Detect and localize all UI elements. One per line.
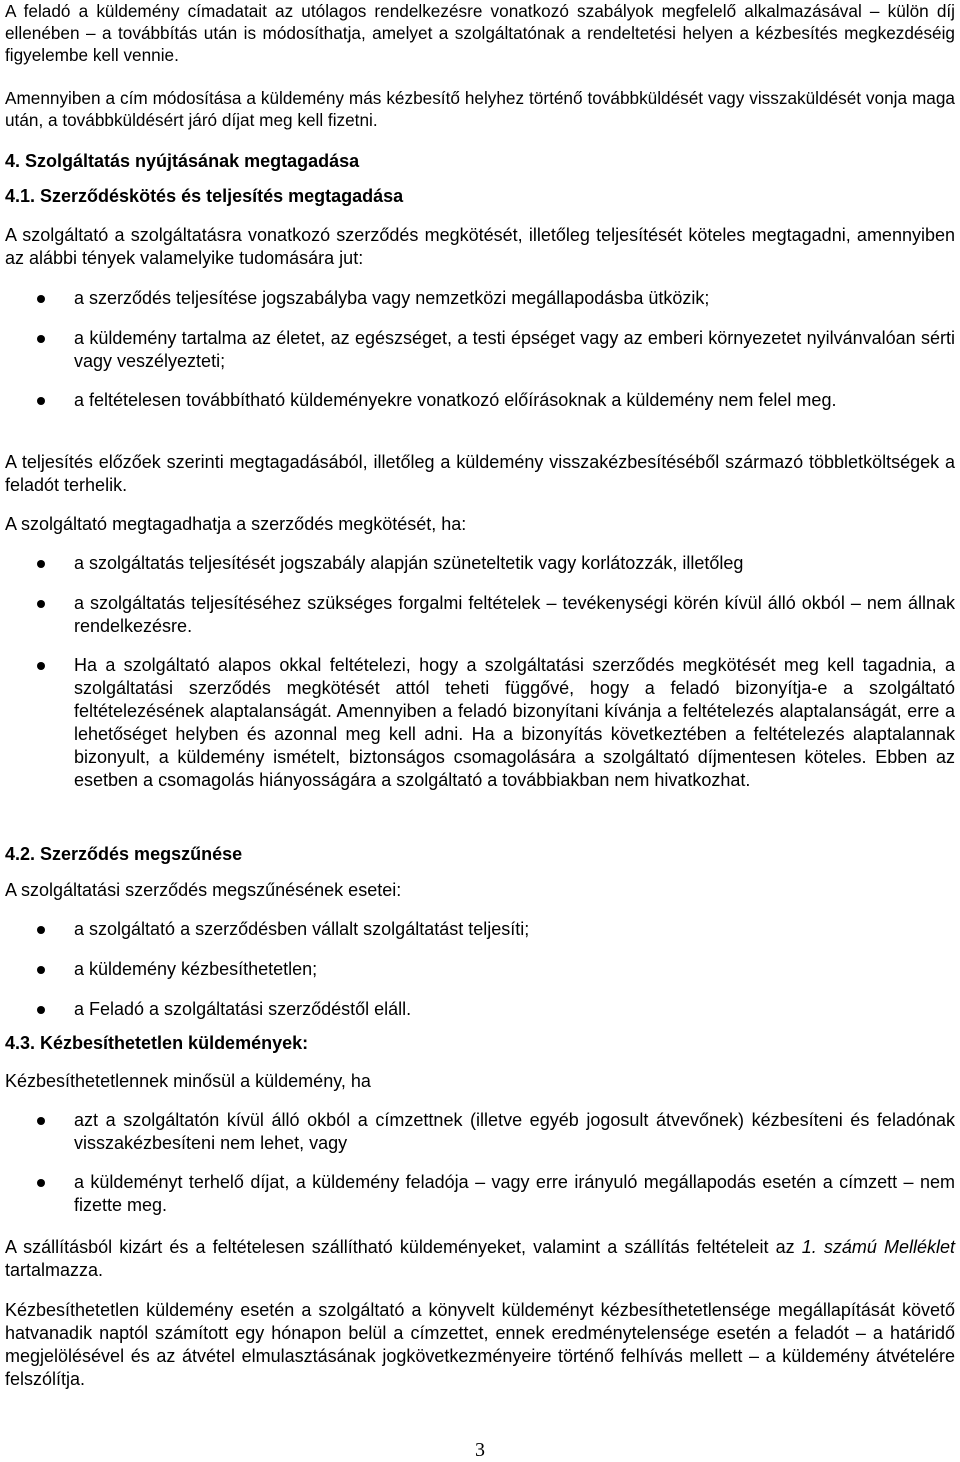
bullet-icon (37, 1179, 45, 1187)
list-item: Ha a szolgáltató alapos okkal feltételezi, hogy a szolgáltatási szerződés megkötését meg kell tagadnia, a szolgáltatási szerződés megkötését attól teheti függővé, hogy a feladó bizonyítja-e a szolgáltató feltételezésének alaptalanságát. Amennyiben a feladó bizonyítani kívánja a feltételezés alaptalanságát, erre a lehetőséget helyben és azonnal meg kell adni. Ha a bizonyítás következtében a feltételezés alaptalannak bizonyult, a küldemény ismételt, biztonságos csomagolására a szolgáltató díjmentesen köteles. Ebben az esetben a csomagolás hiányosságára a szolgáltató a továbbiakban nem hivatkozhat. (5, 654, 955, 792)
bullet-icon (37, 966, 45, 974)
list-item: a Feladó a szolgáltatási szerződéstől eláll. (5, 998, 955, 1021)
bullet-icon (37, 560, 45, 568)
list-item: a szolgáltatás teljesítéséhez szükséges forgalmi feltételek – tevékenységi körén kívül álló okból – nem állnak rendelkezésre. (5, 592, 955, 638)
annex-name: 1. számú Melléklet (801, 1237, 955, 1257)
list-item: a szolgáltatás teljesítését jogszabály alapján szüneteltetik vagy korlátozzák, illetőleg (5, 552, 955, 575)
list-item: a szerződés teljesítése jogszabályba vagy nemzetközi megállapodásba ütközik; (5, 287, 955, 310)
bullet-icon (37, 1117, 45, 1125)
final-paragraph: Kézbesíthetetlen küldemény esetén a szolgáltató a könyvelt küldeményt kézbesíthetetlensége megállapítását követő hatvanadik naptól számított egy hónapon belül a címzettet, ennek eredménytelensége esetén a feladót – a határidő megjelölésével és az átvétel elmulasztásának jogkövetkezményeire történő felhívás mellett – a küldemény átvételére felszólítja. (5, 1300, 955, 1389)
list-item: a küldemény tartalma az életet, az egészséget, a testi épséget vagy az emberi környezetet nyilvánvalóan sérti vagy veszélyezteti; (5, 327, 955, 373)
section-4-3-heading: 4.3. Kézbesíthetetlen küldemények: (5, 1033, 309, 1053)
annex-reference: A szállításból kizárt és a feltételesen szállítható küldeményeket, valamint a szállítás feltételeit az 1. számú Melléklet tartalmazza. (5, 1237, 955, 1280)
bullet-icon (37, 1006, 45, 1014)
section-4-2-intro: A szolgáltatási szerződés megszűnésének esetei: (5, 880, 402, 900)
bullet-icon (37, 600, 45, 608)
section-4-2-list (5, 918, 955, 1021)
intro-paragraph-1: A feladó a küldemény címadatait az utólagos rendelkezésre vonatkozó szabályok megfelelő alkalmazásával – külön díj ellenében – a továbbítás után is módosíthatja, amelyet a szolgáltatónak a rendeltetési helyen a kézbesítés megkezdéséig figyelembe kell vennie. (5, 1, 955, 65)
section-4-3-list (5, 1109, 955, 1217)
list-item: a küldeményt terhelő díjat, a küldemény feladója – vagy erre irányuló megállapodás esetén a címzett – nem fizette meg. (5, 1171, 955, 1217)
section-4-1-refuse-list (5, 552, 955, 792)
section-4-1-refuse-intro: A szolgáltató megtagadhatja a szerződés megkötését, ha: (5, 514, 467, 534)
list-item: azt a szolgáltatón kívül álló okból a címzettnek (illetve egyéb jogosult átvevőnek) kézbesíteni és feladónak visszakézbesíteni nem lehet, vagy (5, 1109, 955, 1155)
bullet-icon (37, 295, 45, 303)
section-4-3-intro: Kézbesíthetetlennek minősül a küldemény, ha (5, 1071, 371, 1091)
section-4-1-costs: A teljesítés előzőek szerinti megtagadásából, illetőleg a küldemény visszakézbesítéséből származó többletköltségek a feladót terhelik. (5, 452, 955, 495)
section-4-heading: 4. Szolgáltatás nyújtásának megtagadása (5, 151, 360, 171)
bullet-icon (37, 335, 45, 343)
section-4-1-intro: A szolgáltató a szolgáltatásra vonatkozó szerződés megkötését, illetőleg teljesítését köteles megtagadni, amennyiben az alábbi tények valamelyike tudomására jut: (5, 225, 955, 268)
section-4-2-heading: 4.2. Szerződés megszűnése (5, 844, 243, 864)
list-item: a küldemény kézbesíthetetlen; (5, 958, 955, 981)
bullet-icon (37, 662, 45, 670)
bullet-icon (37, 397, 45, 405)
section-4-1-list (5, 287, 955, 412)
bullet-icon (37, 926, 45, 934)
intro-paragraph-2: Amennyiben a cím módosítása a küldemény más kézbesítő helyhez történő továbbküldését vagy visszaküldését vonja maga után, a továbbküldésért járó díjat meg kell fizetni. (5, 88, 955, 130)
list-item: a feltételesen továbbítható küldeményekre vonatkozó előírásoknak a küldemény nem felel meg. (5, 389, 955, 412)
page-number: 3 (475, 1439, 485, 1461)
section-4-1-heading: 4.1. Szerződéskötés és teljesítés megtagadása (5, 186, 404, 206)
list-item: a szolgáltató a szerződésben vállalt szolgáltatást teljesíti; (5, 918, 955, 941)
